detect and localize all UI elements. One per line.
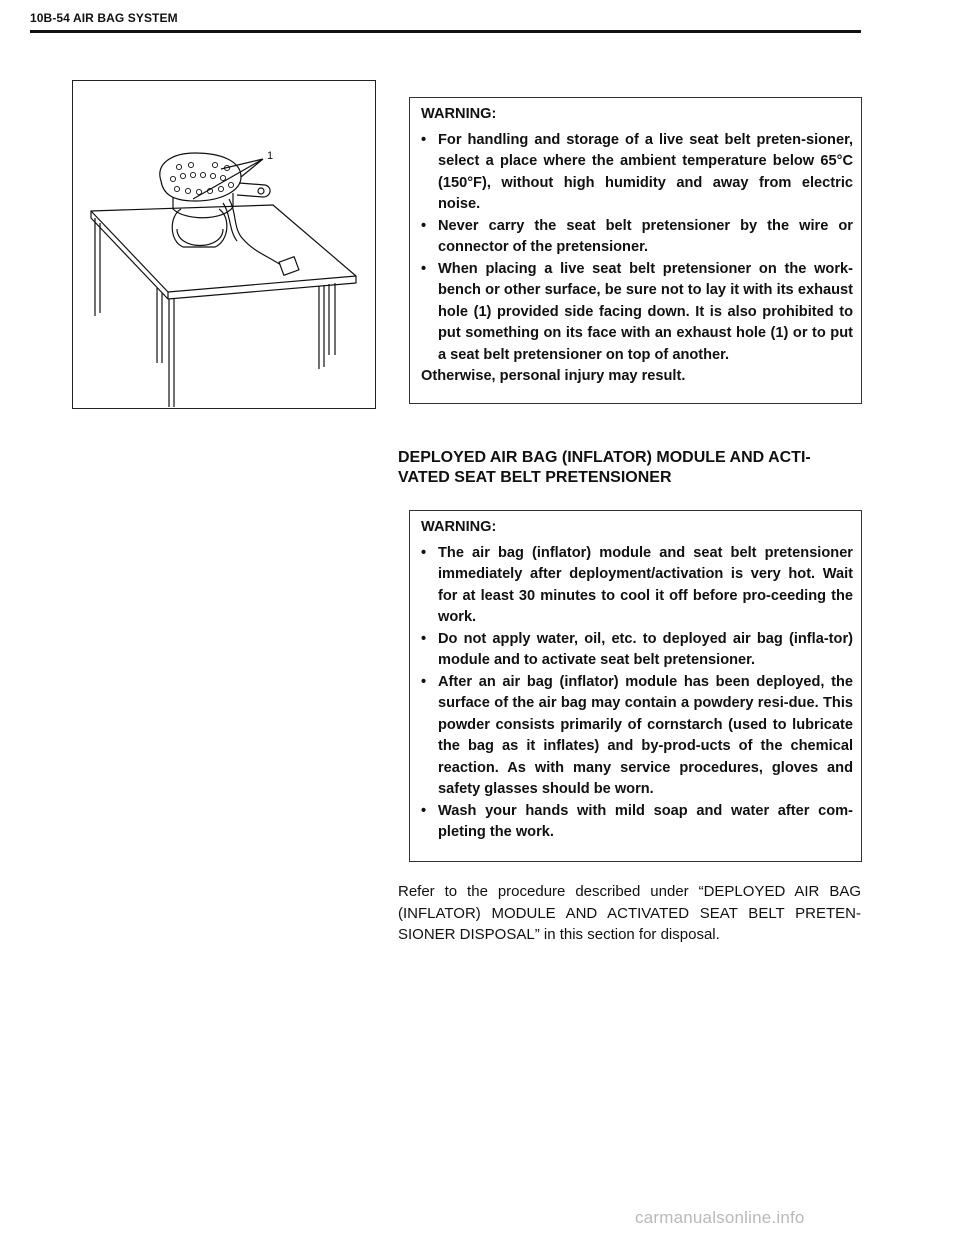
warning-item: • The air bag (inflator) module and seat belt pretensioner immediately after deployment/activation is very hot. Wait for at least 30 minutes to cool it off before pro-ceeding the work.: [421, 543, 853, 629]
warning-list: [421, 543, 853, 844]
warning-item: • Do not apply water, oil, etc. to deployed air bag (infla-tor) module and to activate seat belt pretensioner.: [421, 629, 853, 672]
watermark-text: carmanualsonline.info: [635, 1208, 805, 1227]
warning-box-deployed: [409, 510, 862, 862]
body-paragraph: Refer to the procedure described under “DEPLOYED AIR BAG (INFLATOR) MODULE AND ACTIVATED SEAT BELT PRETEN-SIONER DISPOSAL” in this section for disposal.: [398, 883, 861, 943]
warning-title: WARNING:: [421, 106, 497, 122]
warning-item: • Wash your hands with mild soap and water after com-pleting the work.: [421, 801, 853, 844]
warning-box-handling: [409, 97, 862, 404]
header-rule: [30, 30, 861, 33]
section-heading: DEPLOYED AIR BAG (INFLATOR) MODULE AND ACTI-VATED SEAT BELT PRETENSIONER: [398, 449, 811, 486]
warning-item: • Never carry the seat belt pretensioner by the wire or connector of the pretensioner.: [421, 216, 853, 259]
callout-label-1: 1: [267, 150, 274, 162]
warning-item: • When placing a live seat belt pretensioner on the work-bench or other surface, be sure not to lay it with its exhaust hole (1) provided side facing down. It is also prohibited to put something on its face with an exhaust hole (1) or to put a seat belt pretensioner on top of another.: [421, 259, 853, 367]
warning-item: • For handling and storage of a live seat belt preten-sioner, select a place where the ambient temperature below 65°C (150°F), without high humidity and away from electric noise.: [421, 130, 853, 216]
page-header: 10B-54 AIR BAG SYSTEM: [30, 11, 178, 25]
warning-item: • After an air bag (inflator) module has been deployed, the surface of the air bag may contain a powdery resi-due. This powder consists primarily of cornstarch (used to lubricate the bag as it inflates) and by-prod-ucts of the chemical reaction. As with many service procedures, gloves and safety glasses should be worn.: [421, 672, 853, 801]
table-drawing: [73, 81, 377, 410]
warning-list: [421, 130, 853, 367]
warning-closing-text: Otherwise, personal injury may result.: [421, 368, 686, 384]
warning-title: WARNING:: [421, 519, 497, 535]
pretensioner-on-table-illustration: [72, 80, 376, 409]
